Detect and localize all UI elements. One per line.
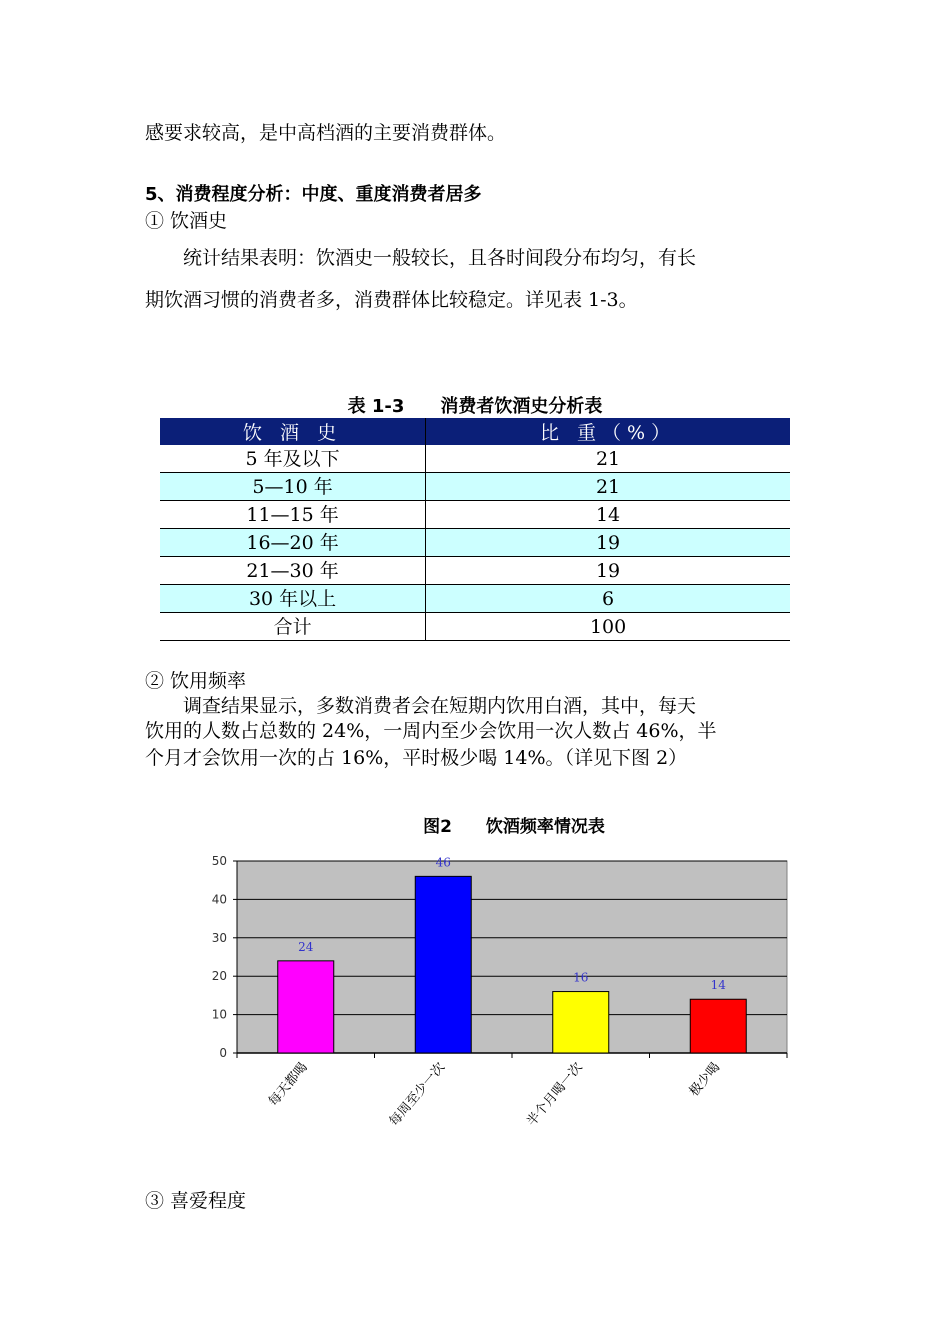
paragraph-history-line1: 统计结果表明：饮酒史一般较长，且各时间段分布均匀，有长 xyxy=(145,247,697,269)
table-row xyxy=(160,445,790,473)
frequency-bar-chart xyxy=(195,840,795,1160)
table-row-total xyxy=(160,613,790,641)
table-header-row xyxy=(160,418,790,445)
bar xyxy=(415,876,471,1053)
table-header-share: 比 重（%） xyxy=(426,418,790,445)
table-cell-history: 30 年以上 xyxy=(160,585,426,613)
x-category-label: 极少喝 xyxy=(686,1059,724,1100)
table-cell-history: 11—15 年 xyxy=(160,501,426,529)
paragraph-continuation: 感要求较高，是中高档酒的主要消费群体。 xyxy=(145,122,507,144)
y-tick-label: 0 xyxy=(219,1046,227,1060)
data-label: 16 xyxy=(573,970,589,985)
table-row xyxy=(160,585,790,613)
paragraph-frequency-line1: 调查结果显示，多数消费者会在短期内饮用白酒，其中，每天 xyxy=(145,695,697,717)
table-cell-share: 19 xyxy=(426,557,790,585)
table-row xyxy=(160,557,790,585)
data-label: 46 xyxy=(435,855,451,870)
table-cell-history: 21—30 年 xyxy=(160,557,426,585)
x-category-label: 半个月喝一次 xyxy=(524,1059,586,1130)
table-cell-history: 16—20 年 xyxy=(160,529,426,557)
table-cell-history: 5—10 年 xyxy=(160,473,426,501)
table-cell-share: 6 xyxy=(426,585,790,613)
table-cell-history: 合计 xyxy=(160,613,426,641)
section-heading-consumption-level: 5、消费程度分析：中度、重度消费者居多 xyxy=(145,184,482,205)
table-cell-share: 100 xyxy=(426,613,790,641)
table-cell-share: 19 xyxy=(426,529,790,557)
table-header-history: 饮 酒 史 xyxy=(160,418,426,445)
y-tick-label: 40 xyxy=(211,892,227,907)
table-cell-share: 21 xyxy=(426,445,790,473)
table-row xyxy=(160,529,790,557)
y-tick-label: 50 xyxy=(211,854,227,868)
y-tick-label: 10 xyxy=(211,1007,227,1022)
data-label: 14 xyxy=(710,978,726,993)
table-cell-share: 21 xyxy=(426,473,790,501)
subheading-drinking-frequency: ② 饮用频率 xyxy=(145,670,247,692)
subheading-preference: ③ 喜爱程度 xyxy=(145,1190,247,1212)
table-row xyxy=(160,473,790,501)
table-cell-share: 14 xyxy=(426,501,790,529)
x-category-label: 每天都喝 xyxy=(265,1059,311,1110)
drinking-history-table xyxy=(160,418,790,641)
bar xyxy=(690,999,746,1053)
bar xyxy=(278,961,334,1053)
y-tick-label: 30 xyxy=(211,930,227,945)
table-title: 表 1-3 消费者饮酒史分析表 xyxy=(347,396,603,417)
paragraph-history-line2: 期饮酒习惯的消费者多，消费群体比较稳定。详见表 1-3。 xyxy=(145,289,638,311)
table-row xyxy=(160,501,790,529)
bar xyxy=(553,992,609,1053)
x-category-label: 每周至少一次 xyxy=(386,1059,449,1130)
paragraph-frequency-line2: 饮用的人数占总数的 24%，一周内至少会饮用一次人数占 46%，半 xyxy=(145,720,717,742)
chart-title: 图2 饮酒频率情况表 xyxy=(423,817,605,837)
table-cell-history: 5 年及以下 xyxy=(160,445,426,473)
subheading-drinking-history: ① 饮酒史 xyxy=(145,210,228,232)
y-tick-label: 20 xyxy=(211,969,227,984)
paragraph-frequency-line3: 个月才会饮用一次的占 16%，平时极少喝 14%。（详见下图 2） xyxy=(145,747,688,769)
data-label: 24 xyxy=(298,939,314,954)
